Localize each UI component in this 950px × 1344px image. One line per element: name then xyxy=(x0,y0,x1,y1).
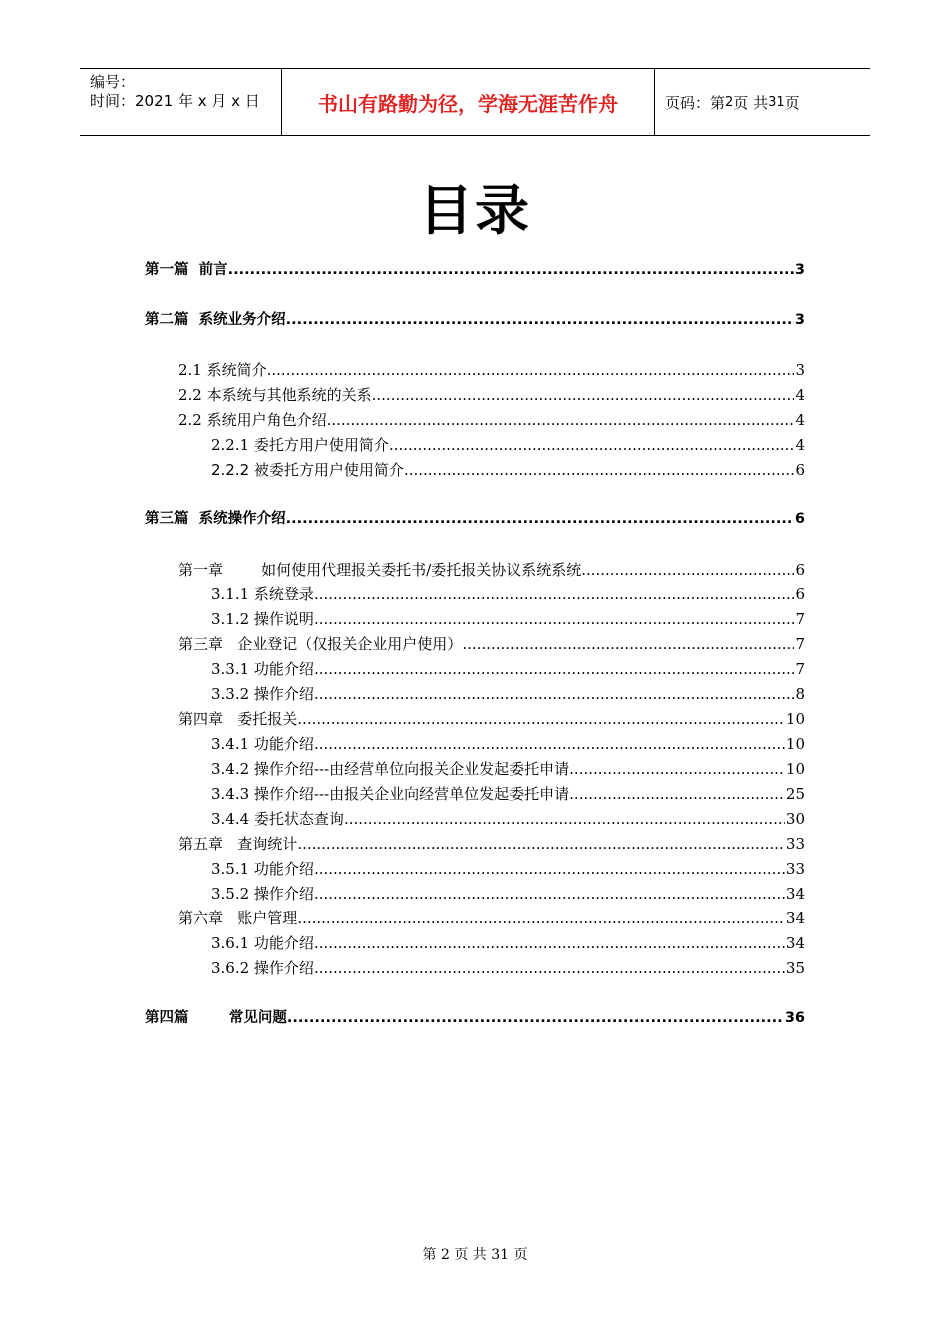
page-title: 目录 xyxy=(419,179,531,242)
toc-leader xyxy=(569,783,785,805)
toc-entry[interactable] xyxy=(178,559,805,581)
header-meta xyxy=(80,69,282,135)
toc-page: 8 xyxy=(795,685,805,703)
toc-page: 34 xyxy=(785,934,805,952)
toc-entry-text: 3.3.1 功能介绍 xyxy=(211,660,314,678)
toc-entry[interactable] xyxy=(178,409,805,431)
toc-entry[interactable] xyxy=(178,633,805,655)
toc-leader xyxy=(314,683,795,705)
toc-leader xyxy=(314,733,785,755)
toc-leader xyxy=(404,459,795,481)
toc-entry-text: 2.2.1 委托方用户使用简介 xyxy=(211,436,389,454)
toc-page: 33 xyxy=(785,835,805,853)
toc-entry-text: 第三篇 系统操作介绍 xyxy=(145,511,286,527)
toc-entry-text: 第六章 账户管理 xyxy=(178,909,298,927)
toc-leader xyxy=(314,883,785,905)
toc-entry-text: 2.2 系统用户角色介绍 xyxy=(178,411,327,429)
toc-entry[interactable] xyxy=(211,583,805,605)
toc-page: 4 xyxy=(795,386,805,404)
toc-page: 10 xyxy=(785,760,805,778)
toc-entry-text: 3.4.3 操作介绍---由报关企业向经营单位发起委托申请 xyxy=(211,785,570,803)
toc-entry-text: 3.4.1 功能介绍 xyxy=(211,735,314,753)
toc-page: 34 xyxy=(785,909,805,927)
toc-entry-text: 第一章 如何使用代理报关委托书/委托报关协议系统系统 xyxy=(178,561,582,579)
toc-entry-text: 3.6.2 操作介绍 xyxy=(211,959,314,977)
toc-page: 35 xyxy=(785,959,805,977)
toc-leader xyxy=(286,309,794,331)
toc-entry[interactable] xyxy=(211,459,805,481)
toc-leader xyxy=(372,384,795,406)
toc-entry[interactable] xyxy=(178,708,805,730)
toc-leader xyxy=(344,808,785,830)
toc-leader xyxy=(462,633,794,655)
page-header xyxy=(80,68,870,136)
toc-page: 10 xyxy=(785,710,805,728)
toc-entry[interactable] xyxy=(178,907,805,929)
toc-page: 7 xyxy=(795,660,805,678)
toc-entry[interactable] xyxy=(211,608,805,630)
toc-entry[interactable] xyxy=(211,932,805,954)
toc-entry[interactable] xyxy=(145,1007,805,1029)
toc-page: 3 xyxy=(794,312,805,328)
toc-page: 6 xyxy=(795,461,805,479)
toc-page: 7 xyxy=(795,610,805,628)
header-page-info xyxy=(655,69,870,135)
page-current: 2 xyxy=(725,94,734,110)
toc-leader xyxy=(581,559,794,581)
toc-entry[interactable] xyxy=(145,309,805,331)
toc-leader xyxy=(314,957,785,979)
toc-entry[interactable] xyxy=(211,808,805,830)
time-label: 时间：2021 年 x 月 x 日 xyxy=(90,92,260,110)
toc-leader xyxy=(297,833,785,855)
toc-page: 25 xyxy=(785,785,805,803)
toc-entry-text: 3.4.2 操作介绍---由经营单位向报关企业发起委托申请 xyxy=(211,760,570,778)
toc-leader xyxy=(297,907,785,929)
toc-entry[interactable] xyxy=(145,259,805,281)
toc-entry[interactable] xyxy=(178,384,805,406)
toc-leader xyxy=(569,758,785,780)
toc-entry[interactable] xyxy=(178,359,805,381)
toc-entry-text: 第二篇 系统业务介绍 xyxy=(145,312,286,328)
toc-page: 6 xyxy=(794,511,805,527)
toc-entry-text: 2.2 本系统与其他系统的关系 xyxy=(178,386,372,404)
toc-entry-text: 第四章 委托报关 xyxy=(178,710,298,728)
toc-page: 3 xyxy=(795,361,805,379)
toc-entry-text: 第五章 查询统计 xyxy=(178,835,298,853)
toc-leader xyxy=(314,583,795,605)
toc-entry[interactable] xyxy=(211,733,805,755)
toc-leader xyxy=(287,1007,784,1029)
toc-entry[interactable] xyxy=(211,858,805,880)
toc-entry[interactable] xyxy=(211,658,805,680)
toc-leader xyxy=(314,858,785,880)
toc-entry[interactable] xyxy=(211,758,805,780)
toc-entry-text: 3.3.2 操作介绍 xyxy=(211,685,314,703)
toc-entry-text: 3.1.1 系统登录 xyxy=(211,585,314,603)
toc-entry-text: 3.1.2 操作说明 xyxy=(211,610,314,628)
toc-page: 36 xyxy=(784,1010,805,1026)
toc-entry-text: 第一篇 前言 xyxy=(145,262,228,278)
toc-entry[interactable] xyxy=(211,883,805,905)
toc-leader xyxy=(228,259,794,281)
page-footer: 第 2 页 共 31 页 xyxy=(422,1247,528,1263)
toc-entry[interactable] xyxy=(211,957,805,979)
toc-entry[interactable] xyxy=(211,783,805,805)
toc-page: 34 xyxy=(785,885,805,903)
toc-leader xyxy=(267,359,795,381)
toc-leader xyxy=(286,508,794,530)
toc-leader xyxy=(297,708,785,730)
toc-page: 10 xyxy=(785,735,805,753)
toc-entry-text: 3.5.1 功能介绍 xyxy=(211,860,314,878)
toc-page: 7 xyxy=(795,635,805,653)
toc-entry-text: 2.2.2 被委托方用户使用简介 xyxy=(211,461,404,479)
toc-leader xyxy=(314,658,795,680)
page-total: 31 xyxy=(768,94,785,110)
toc-leader xyxy=(314,932,785,954)
header-motto: 书山有路勤为径，学海无涯苦作舟 xyxy=(282,69,655,135)
page-prefix: 页码：第 xyxy=(665,93,726,112)
toc-page: 4 xyxy=(795,411,805,429)
toc-entry-text: 第四篇 常见问题 xyxy=(145,1010,287,1026)
toc-entry[interactable] xyxy=(211,434,805,456)
toc-page: 4 xyxy=(795,436,805,454)
number-label: 编号： xyxy=(90,73,136,91)
toc-entry-text: 2.1 系统简介 xyxy=(178,361,267,379)
toc-leader xyxy=(327,409,795,431)
toc-entry[interactable] xyxy=(178,833,805,855)
toc-page: 30 xyxy=(785,810,805,828)
toc-page: 6 xyxy=(795,585,805,603)
toc-page: 3 xyxy=(794,262,805,278)
toc-leader xyxy=(314,608,795,630)
page-middle: 页 共 xyxy=(733,93,769,112)
toc-entry[interactable] xyxy=(145,508,805,530)
toc-page: 6 xyxy=(795,561,805,579)
toc-leader xyxy=(389,434,795,456)
toc-entry[interactable] xyxy=(211,683,805,705)
toc-page: 33 xyxy=(785,860,805,878)
toc-entry-text: 第三章 企业登记（仅报关企业用户使用） xyxy=(178,635,463,653)
page-suffix: 页 xyxy=(784,93,800,112)
toc-entry-text: 3.5.2 操作介绍 xyxy=(211,885,314,903)
toc-entry-text: 3.4.4 委托状态查询 xyxy=(211,810,344,828)
toc-entry-text: 3.6.1 功能介绍 xyxy=(211,934,314,952)
